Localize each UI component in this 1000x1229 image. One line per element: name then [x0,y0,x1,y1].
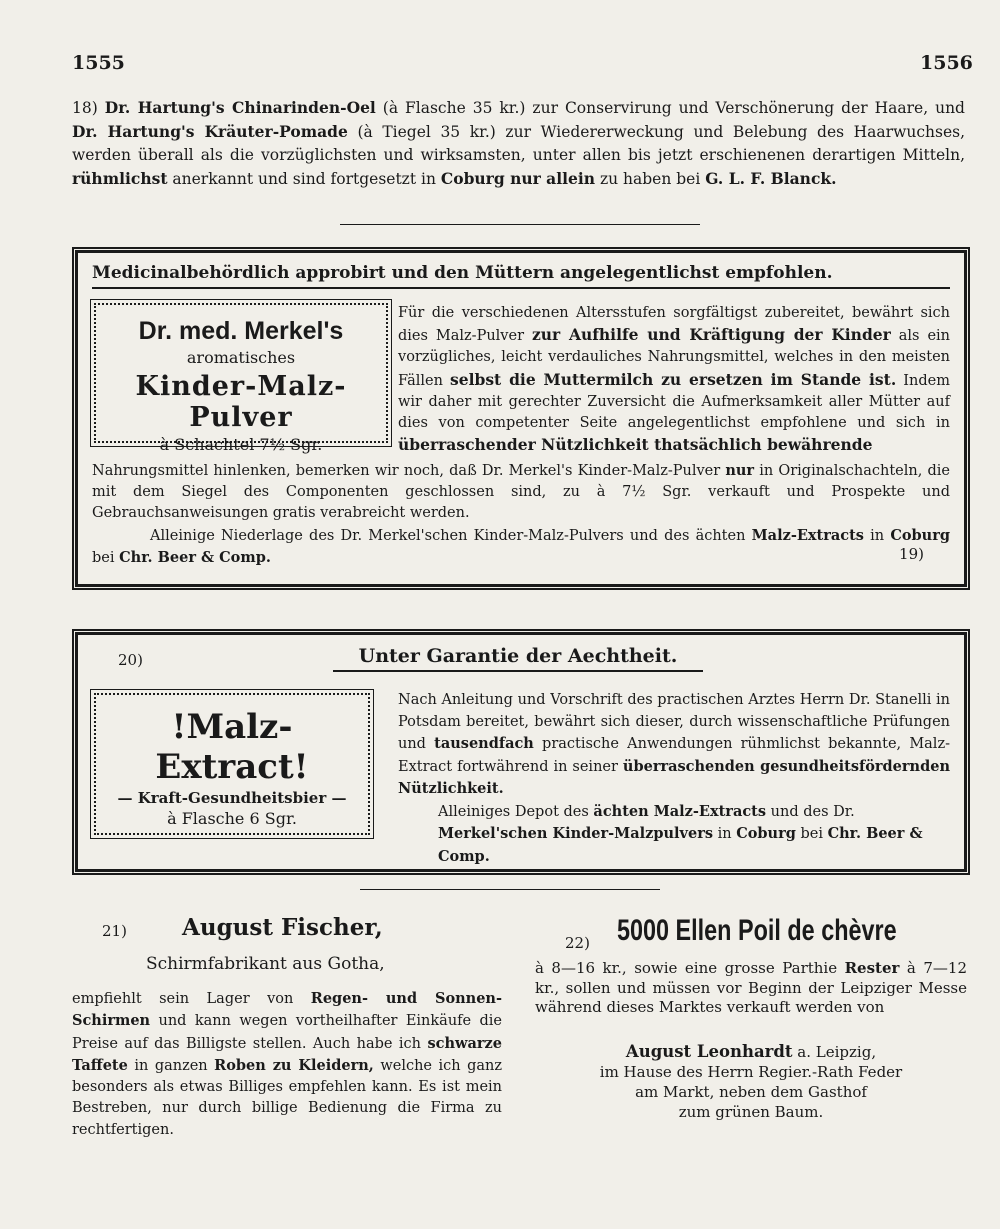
ad-text: anerkannt und sind fortgesetzt in [167,170,441,188]
ad-number: 18) [72,99,98,117]
ad-text: bei [795,826,828,842]
emphasis-text: rühmlichst [72,169,168,188]
ad-text: in [713,826,737,842]
ad-header: Unter Garantie der Aechtheit. [333,645,703,672]
ad-body-continued [92,460,950,569]
ad-body [72,988,502,1141]
merchant-signature [535,1042,967,1122]
page-number-right: 1556 [920,52,973,74]
product-subtitle: — Kraft-Gesundheitsbier — [117,789,347,807]
ad-body [398,690,950,868]
emphasis-text: schwarze Taffete [72,1034,502,1074]
ad-header: Medicinalbehördlich approbirt und den Müttern angelegentlichst empfohlen. [92,263,950,289]
ad-body [535,959,967,1018]
ad-text: practische Anwendungen rühmlichst bekannte, Malz-Extract fortwährend in seiner [398,736,950,775]
emphasis-text: überraschenden gesundheitsfördernden Nützlichkeit. [398,757,950,797]
page-number-left: 1555 [72,52,125,74]
advertisement-20 [75,632,967,872]
divider [360,889,660,890]
ad-text: Für die verschiedenen Altersstufen sorgfältigst zubereitet, bewährt sich dies Malz-Pulver [398,305,950,345]
ad-text: Alleinige Niederlage des Dr. Merkel'schen Kinder-Malz-Pulvers und des ächten [150,527,752,544]
emphasis-text: zur Aufhilfe und Kräftigung der Kinder [531,325,891,345]
ad-text: und des Dr. [766,803,855,820]
emphasis-text: überraschender Nützlichkeit thatsächlich bewährende [398,435,873,455]
emphasis-text: Coburg [736,825,796,842]
address-line: zum grünen Baum. [678,1103,824,1121]
ad-text: Nach Anleitung und Vorschrift des practischen Arztes Herrn Dr. Stanelli in Potsdam bereitet, bewährt sich dieser, durch wissenschaftliche Prüfungen und [398,692,950,752]
ad-body [398,303,950,457]
ad-number: 21) [102,922,127,940]
ad-number: 22) [565,934,590,952]
divider [340,224,700,225]
ad-text: (à Flasche 35 kr.) zur Conservirung und Verschönerung der Haare, und [375,99,965,117]
product-title: Kinder-Malz-Pulver [135,371,347,433]
address-line: im Hause des Herrn Regier.-Rath Feder [599,1063,903,1081]
ad-text: à 7—12 kr., sollen und müssen vor Beginn der Leipziger Messe während dieses Marktes verkauft werden von [535,959,967,1016]
emphasis-text: Rester [844,959,900,977]
product-price: à Flasche 6 Sgr. [167,809,297,828]
emphasis-text: Coburg nur allein [440,169,596,188]
product-title: !Malz-Extract! [155,707,309,787]
merchant-name: Chr. Beer & Comp. [438,825,923,865]
emphasis-text: Regen- und Sonnen-Schirmen [72,990,502,1030]
merchant-name: G. L. F. Blanck. [705,169,837,188]
ad-number: 20) [118,651,143,669]
advertisement-19 [75,250,967,587]
emphasis-text: selbst die Muttermilch zu ersetzen im Stande ist. [450,369,897,389]
product-name: Dr. Hartung's Kräuter-Pomade [72,122,348,141]
ad-text: Indem wir daher mit gerechter Zuversicht die Aufmerksamkeit aller Mütter auf dies von competenter Seite angelegentlichst empfohlene und sich in [398,372,950,432]
product-subtitle: aromatisches [186,348,296,367]
emphasis-text: nur [725,462,755,479]
ad-text: Nahrungsmittel hinlenken, bemerken wir noch, daß Dr. Merkel's Kinder-Malz-Pulver [92,463,726,479]
ad-text: welche ich ganz besonders als etwas Billiges empfehlen kann. Es ist mein Bestreben, nur durch billige Bedienung die Firma zu rechtfertigen. [72,1057,502,1138]
ad-text: à 8—16 kr., sowie eine grosse Parthie [535,959,845,977]
product-brand: Dr. med. Merkel's [138,317,344,345]
emphasis-text: ächten Malz-Extracts [593,802,767,820]
emphasis-text: Merkel'schen Kinder-Malzpulvers [438,825,713,842]
product-frame [94,693,370,835]
ad-text: bei [92,549,120,566]
merchant-name: August Fischer, [182,914,383,941]
product-frame [94,303,388,454]
ad-text: empfiehlt sein Lager von [72,991,311,1007]
ad-text: als ein vorzügliches, leicht verdauliches Nahrungsmittel, welches in den meisten Fällen [398,328,951,389]
merchant-name: August Leonhardt [625,1042,793,1061]
ad-text: (à Tiegel 35 kr.) zur Wiedererweckung und Belebung des Haarwuchses, werden überall als die vorzüglichsten und wirksamsten, unter allen bis jetzt erschienenen derartigen Mitteln, [72,123,965,164]
ad-text: und kann wegen vortheilhafter Einkäufe die Preise auf das Billigste stellen. Auch habe ich [72,1013,502,1052]
ad-text: zu haben bei [595,170,706,188]
ad-text: in Originalschachteln, die mit dem Siegel des Componenten geschlossen sind, zu à 7½ Sgr. verkauft und Prospekte und Gebrauchsanweisungen gratis verabreicht werden. [92,463,950,522]
ad-text: in [863,527,891,544]
ad-headline: 5000 Ellen Poil de chèvre [617,914,897,947]
product-price: à Schachtel 7½ Sgr. [159,435,323,454]
emphasis-text: Roben zu Kleidern, [214,1056,374,1074]
advertisement-18 [72,96,965,191]
ad-number: 19) [899,545,924,563]
merchant-title: Schirmfabrikant aus Gotha, [146,954,385,974]
emphasis-text: tausendfach [434,735,534,752]
address-line: am Markt, neben dem Gasthof [635,1083,867,1101]
product-name: Dr. Hartung's Chinarinden-Oel [104,98,376,117]
ad-text: Alleiniges Depot des [438,803,594,820]
emphasis-text: Malz-Extracts [751,526,864,544]
merchant-city: a. Leipzig, [792,1043,877,1061]
emphasis-text: Coburg [890,526,950,544]
ad-text: in ganzen [127,1057,215,1074]
merchant-name: Chr. Beer & Comp. [119,548,271,566]
